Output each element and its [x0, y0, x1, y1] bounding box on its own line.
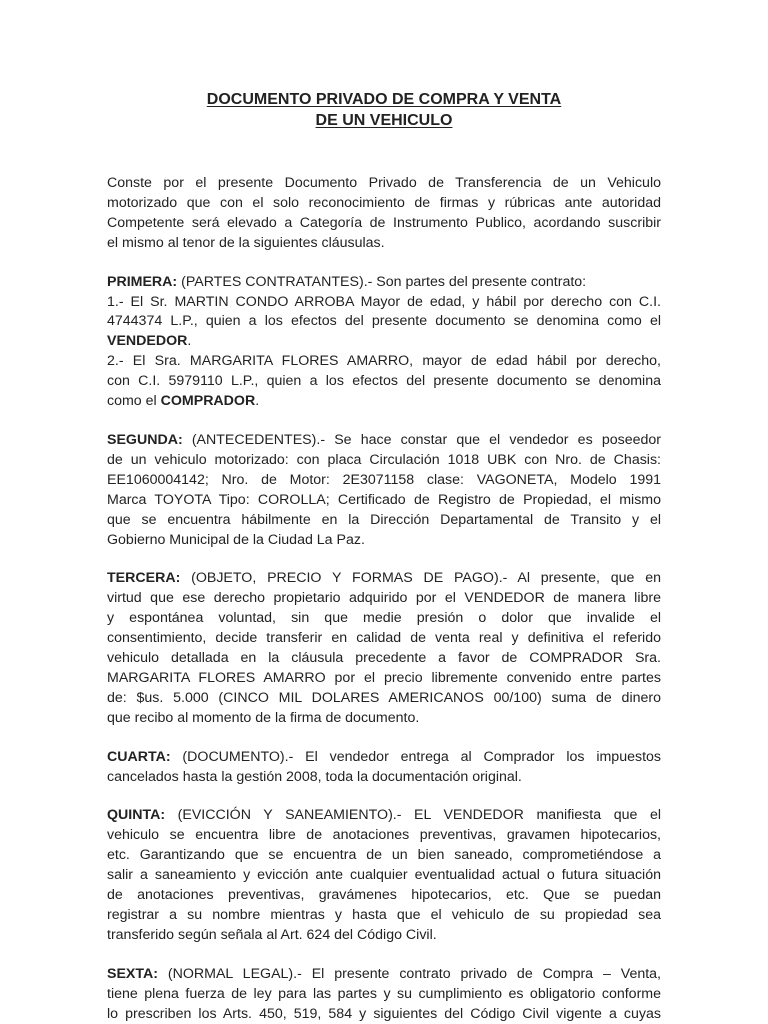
clause-text: . — [255, 393, 260, 410]
clause-heading: TERCERA: — [107, 570, 181, 587]
text-line: consentimiento, decide transferir en calidad de venta real y definitiva el referido — [107, 630, 661, 647]
text-line: que recibo al momento de la firma de documento. — [107, 709, 420, 726]
title-line-2: DE UN VEHICULO — [315, 112, 453, 129]
document-body — [107, 174, 661, 1024]
clause-text: (ANTECEDENTES).- Se hace constar que el vendedor es poseedor — [182, 431, 661, 448]
title-line-1: DOCUMENTO PRIVADO DE COMPRA Y VENTA — [206, 91, 562, 108]
clause-cuarta — [107, 748, 661, 788]
clause-heading: CUARTA: — [107, 748, 171, 765]
clause-heading: QUINTA: — [107, 807, 166, 824]
text-line: 1.- El Sr. MARTIN CONDO ARROBA Mayor de edad, y hábil por derecho con C.I. — [107, 293, 661, 310]
clause-text: como el — [107, 393, 161, 410]
buyer-label: COMPRADOR — [160, 393, 256, 410]
text-line — [107, 806, 661, 826]
clause-text: (OBJETO, PRECIO Y FORMAS DE PAGO).- Al presente, que en — [180, 570, 661, 587]
text-line: y espontánea voluntad, sin que medie presión o dolor que invalide el — [107, 610, 661, 627]
text-line: registrar a su nombre mientras y hasta que el vehiculo de su propiedad sea — [107, 907, 661, 923]
text-line: 4744374 L.P., quien a los efectos del presente documento se denomina como el — [107, 313, 661, 330]
text-line: de un vehiculo motorizado: con placa Circulación 1018 UBK con Nro. de Chasis: — [107, 451, 661, 468]
intro-paragraph — [107, 174, 661, 254]
clause-heading: SEXTA: — [107, 965, 158, 982]
clause-heading: SEGUNDA: — [107, 431, 183, 448]
text-line — [107, 569, 661, 589]
text-line — [107, 965, 661, 985]
text-line: el mismo al tenor de la siguientes cláusulas. — [107, 234, 385, 251]
text-line: 2.- El Sra. MARGARITA FLORES AMARRO, mayor de edad hábil por derecho, — [107, 353, 661, 370]
text-line: virtud que ese derecho propietario adquirido por el VENDEDOR de manera libre — [107, 590, 661, 607]
text-line: motorizado que con el solo reconocimiento de firmas y rúbricas ante autoridad — [107, 194, 661, 211]
text-line: MARGARITA FLORES AMARRO por el precio libremente convenido entre partes — [107, 669, 661, 686]
text-line: EE1060004142; Nro. de Motor: 2E3071158 clase: VAGONETA, Modelo 1991 — [107, 471, 661, 488]
clause-tercera — [107, 569, 661, 728]
text-line: cancelados hasta la gestión 2008, toda la documentación original. — [107, 768, 522, 785]
clause-text: (PARTES CONTRATANTES).- Son partes del presente contrato: — [177, 273, 587, 290]
clause-quinta — [107, 806, 661, 945]
text-line — [107, 748, 661, 768]
text-line: transferido según señala al Art. 624 del Código Civil. — [107, 926, 437, 943]
clause-primera — [107, 273, 661, 412]
text-line: Gobierno Municipal de la Ciudad La Paz. — [107, 531, 365, 548]
text-line: de anotaciones preventivas, gravámenes hipotecarios, etc. Que se puedan — [107, 887, 661, 904]
text-line — [107, 392, 661, 412]
text-line: etc. Garantizando que se encuentra de un bien saneado, comprometiéndose a — [107, 847, 661, 864]
clause-segunda — [107, 431, 661, 550]
text-line — [107, 273, 661, 293]
text-line — [107, 431, 661, 451]
text-line: que se encuentra hábilmente en la Dirección Departamental de Transito y el — [107, 511, 661, 528]
text-line: Marca TOYOTA Tipo: COROLLA; Certificado de Registro de Propiedad, el mismo — [107, 491, 661, 508]
document-title — [107, 89, 661, 131]
clause-heading: PRIMERA: — [107, 273, 178, 290]
text-line: salir a saneamiento y evicción ante cualquier eventualidad actual o futura situación — [107, 867, 661, 884]
clause-text: (DOCUMENTO).- El vendedor entrega al Comprador los impuestos — [170, 748, 661, 765]
clause-text: . — [187, 333, 192, 350]
text-line: lo prescriben los Arts. 450, 519, 584 y siguientes del Código Civil vigente a cuyas — [107, 1005, 661, 1022]
text-line: con C.I. 5979110 L.P., quien a los efectos del presente documento se denomina — [107, 373, 661, 390]
text-line: Competente será elevado a Categoría de Instrumento Publico, acordando suscribir — [107, 214, 661, 231]
text-line: tiene plena fuerza de ley para las partes y su cumplimiento es obligatorio conforme — [107, 985, 661, 1002]
text-line: vehiculo detallada en la cláusula precedente a favor de COMPRADOR Sra. — [107, 650, 661, 667]
clause-text: (EVICCIÓN Y SANEAMIENTO).- EL VENDEDOR manifiesta que el — [165, 807, 661, 824]
text-line — [107, 332, 661, 352]
seller-label: VENDEDOR — [107, 333, 188, 350]
text-line: vehiculo se encuentra libre de anotaciones preventivas, gravamen hipotecarios, — [107, 827, 661, 844]
text-line: Conste por el presente Documento Privado de Transferencia de un Vehiculo — [107, 175, 661, 191]
clause-sexta — [107, 965, 661, 1024]
text-line: de: $us. 5.000 (CINCO MIL DOLARES AMERICANOS 00/100) suma de dinero — [107, 689, 661, 706]
clause-text: (NORMAL LEGAL).- El presente contrato privado de Compra – Venta, — [157, 965, 661, 982]
